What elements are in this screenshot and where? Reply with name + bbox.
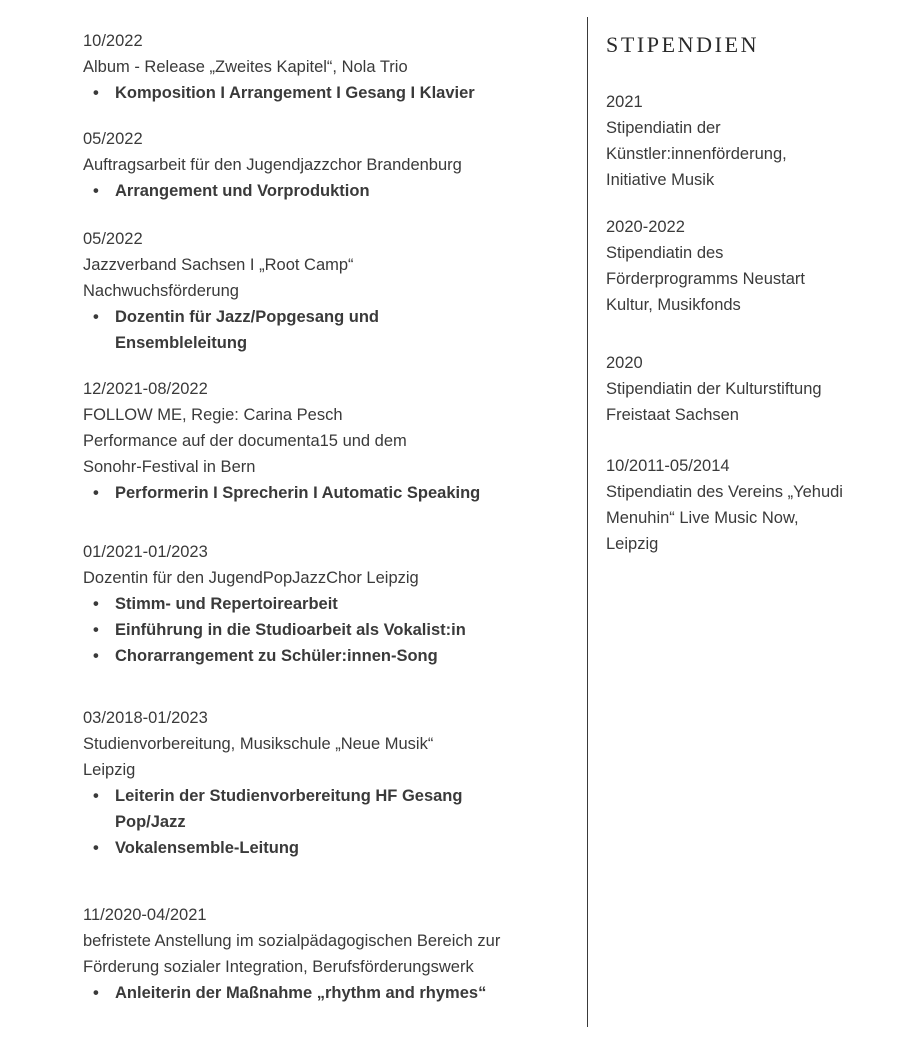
entry-bullet: • Komposition I Arrangement I Gesang I Klavier [115,80,578,106]
entry-description: Album - Release „Zweites Kapitel“, Nola Trio [83,58,408,76]
career-entry [83,705,578,861]
entry-bullet: • Dozentin für Jazz/Popgesang und Ensembleleitung [115,304,435,356]
scholarship-year: 2020-2022 [606,218,685,236]
entry-bullet-list [83,80,578,106]
scholarship-description: Stipendiatin des [606,244,724,262]
scholarship-year: 10/2011-05/2014 [606,457,730,475]
entry-description: Performance auf der documenta15 und dem [83,432,407,450]
career-entry [83,376,578,506]
entry-bullet-list [83,980,578,1006]
entry-date: 05/2022 [83,130,143,148]
career-entry [83,126,578,204]
entry-description: Förderung sozialer Integration, Berufsförderungswerk [83,958,474,976]
section-title: STIPENDIEN [606,32,760,57]
scholarship-description: Leipzig [606,535,659,553]
entry-bullet: • Einführung in die Studioarbeit als Vokalist:in [115,617,578,643]
scholarship-entry [606,214,891,318]
entry-bullet: • Leiterin der Studienvorbereitung HF Gesang Pop/Jazz [115,783,525,835]
entry-description: Leipzig [83,761,136,779]
entry-date: 12/2021-08/2022 [83,380,208,398]
career-entry [83,539,578,669]
entry-bullet-list [83,591,578,669]
column-divider [587,17,588,1027]
entry-date: 11/2020-04/2021 [83,906,207,924]
career-entry [83,902,578,1006]
scholarship-description: Förderprogramms Neustart [606,270,805,288]
scholarship-description: Stipendiatin des Vereins „Yehudi [606,483,843,501]
entry-bullet: • Anleiterin der Maßnahme „rhythm and rhymes“ [115,980,578,1006]
scholarship-description: Stipendiatin der Kulturstiftung [606,380,822,398]
scholarship-year: 2020 [606,354,643,372]
entry-description: befristete Anstellung im sozialpädagogischen Bereich zur [83,932,501,950]
scholarship-description: Initiative Musik [606,171,715,189]
entry-description: Auftragsarbeit für den Jugendjazzchor Brandenburg [83,156,462,174]
scholarship-entry [606,453,891,557]
entry-date: 01/2021-01/2023 [83,543,208,561]
entry-bullet-list [83,783,578,861]
entry-bullet-list [83,480,578,506]
scholarship-entry [606,350,891,428]
entry-description: Studienvorbereitung, Musikschule „Neue Musik“ [83,735,434,753]
entry-bullet-list [83,304,578,356]
scholarship-entry [606,89,891,193]
career-entry [83,28,578,106]
entry-bullet: • Chorarrangement zu Schüler:innen-Song [115,643,578,669]
entry-description: Nachwuchsförderung [83,282,239,300]
entry-bullet: • Arrangement und Vorproduktion [115,178,578,204]
entry-bullet: • Stimm- und Repertoirearbeit [115,591,578,617]
entry-description: Jazzverband Sachsen I „Root Camp“ [83,256,354,274]
entry-bullet-list [83,178,578,204]
entry-date: 03/2018-01/2023 [83,709,208,727]
scholarship-year: 2021 [606,93,643,111]
entry-description: Dozentin für den JugendPopJazzChor Leipzig [83,569,419,587]
entry-bullet: • Vokalensemble-Leitung [115,835,578,861]
entry-description: FOLLOW ME, Regie: Carina Pesch [83,406,343,424]
entry-bullet: • Performerin I Sprecherin I Automatic Speaking [115,480,578,506]
scholarship-description: Kultur, Musikfonds [606,296,741,314]
entry-date: 10/2022 [83,32,143,50]
scholarship-description: Künstler:innenförderung, [606,145,787,163]
scholarship-description: Stipendiatin der [606,119,721,137]
entry-date: 05/2022 [83,230,143,248]
entry-description: Sonohr-Festival in Bern [83,458,256,476]
scholarship-description: Freistaat Sachsen [606,406,739,424]
scholarship-description: Menuhin“ Live Music Now, [606,509,799,527]
career-entry [83,226,578,356]
